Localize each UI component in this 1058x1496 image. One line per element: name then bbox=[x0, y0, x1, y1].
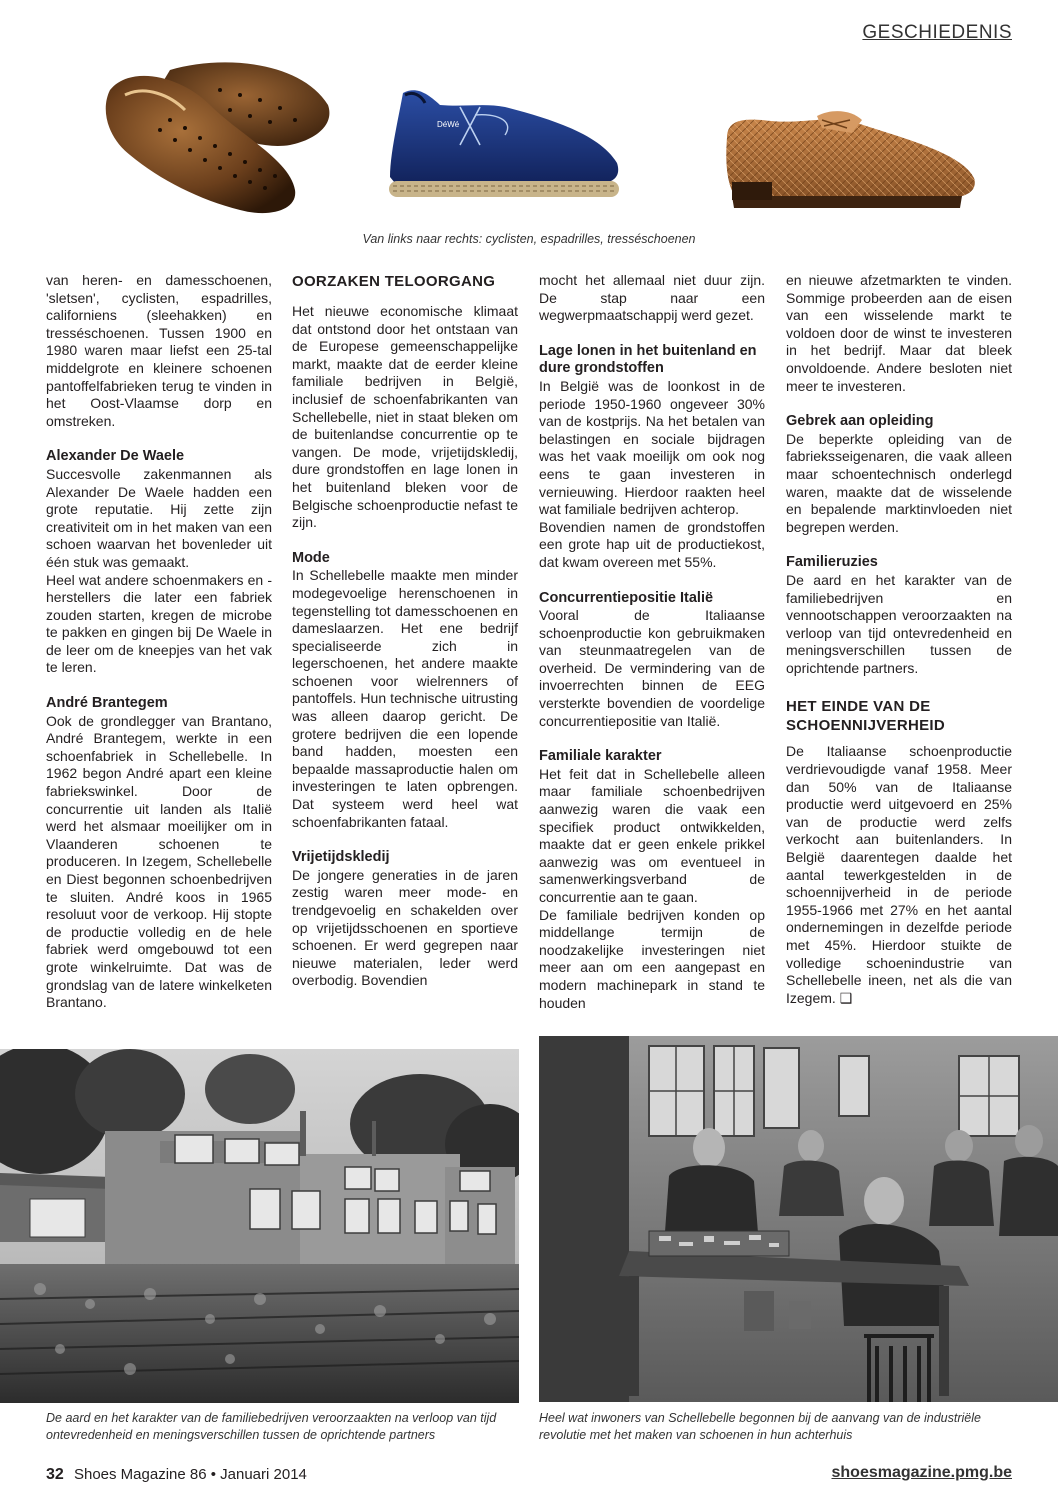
col2-oorzaken-paragraph: Het nieuwe economische klimaat dat ontstond door het ontstaan van de Europese gemeenschappelijke markt, maakte dat de eerder kleine familiale bedrijven in België, inclusief de schoenfabrikanten van Schellebelle, niet in staat bleken om de buitenlandse concurrentie op te vangen. De mode, vrijetijdskledij, dure grondstoffen en lage lonen in het buitenland bleken voor de Belgische schoenproductie nefast te zijn. bbox=[292, 303, 518, 531]
col3-lonen-paragraph-1: In België was de loonkost in de periode 1950-1960 ongeveer 30% van de kostprijs. Na het betalen van belastingen en sociale bijdragen was het vaak moeilijk om ook nog eens te gaan investeren in vernieuwing. Hierdoor raakten heel wat familiale bedrijven achterop. bbox=[539, 377, 765, 518]
heading-concurrentiepositie-italie: Concurrentiepositie Italië bbox=[539, 589, 714, 606]
heading-oorzaken-teloorgang: OORZAKEN TELOORGANG bbox=[292, 273, 496, 290]
workshop-photo bbox=[539, 1036, 1058, 1402]
col4-continued-paragraph: en nieuwe afzetmarkten te vinden. Sommige probeerden aan de eisen van een wisselende markt te voldoen door de winst te investeren in het bedrijf. Maar dat bleek onvoldoende. Andere besloten niet meer te investeren. bbox=[786, 272, 1012, 394]
column-2 bbox=[292, 272, 518, 990]
cyclist-shoe-photo bbox=[100, 50, 340, 220]
heading-mode: Mode bbox=[292, 549, 330, 566]
heading-lage-lonen: Lage lonen in het buitenland en dure grondstoffen bbox=[539, 342, 757, 377]
col2-mode-paragraph: In Schellebelle maakte men minder modegevoelige herenschoenen in tegenstelling tot damesschoenen en dameslaarzen. Het ene bedrijf specialiseerde zich in legerschoenen, het andere maakte schoenen voor wielrenners of pantoffels. Hun technische uitrusting was alleen daarop gericht. De grotere bedrijven die een lopende band hadden, moesten een bepaalde massaproductie halen om investeringen te laten opbrengen. Dat systeem werd heel wat schoenfabrikanten fataal. bbox=[292, 567, 518, 830]
heading-familieruzies: Familieruzies bbox=[786, 554, 878, 571]
column-1 bbox=[46, 272, 272, 1012]
page-number: 32 bbox=[46, 1466, 64, 1483]
heading-einde-schoennijverheid: HET EINDE VAN DE SCHOENNIJVERHEID bbox=[786, 698, 945, 735]
top-photo-caption: Van links naar rechts: cyclisten, espadrilles, tresséschoenen bbox=[362, 232, 696, 246]
section-label: GESCHIEDENIS bbox=[862, 22, 1012, 43]
heading-familiale-karakter: Familiale karakter bbox=[539, 748, 662, 765]
end-of-article-mark: ❑ bbox=[839, 989, 853, 1006]
tresse-shoe-photo bbox=[722, 108, 982, 213]
col3-lonen-paragraph-2: Bovendien namen de grondstoffen een grote hap uit de productiekost, dat kwam overeen met 55%. bbox=[539, 518, 765, 570]
caption-workshop-photo: Heel wat inwoners van Schellebelle begonnen bij de aanvang van de industriële revolutie met het maken van schoenen in hun achterhuis bbox=[539, 1411, 981, 1442]
heading-alexander-de-waele: Alexander De Waele bbox=[46, 448, 185, 465]
caption-factory-photo: De aard en het karakter van de familiebedrijven veroorzaakten na verloop van tijd ontevredenheid en meningsverschillen tussen de oprichtende partners bbox=[46, 1411, 497, 1442]
col2-vrije-paragraph: De jongere generaties in de jaren zestig waren meer mode- en trendgevoelig en schakelden over op vrijetijdsschoenen en sportieve schoenen. Er werd gegrepen naar nieuwe materialen, leder werd overbodig. Bovendien bbox=[292, 866, 518, 989]
col4-einde-text: De Italiaanse schoenproductie verdrievoudigde vanaf 1958. Meer dan 50% van de Italiaanse productie werd uitgevoerd en 25% van de productie werd zelfs verkocht aan buitenlanders. In België daarentegen daalde het aantal tewerkgestelden in de schoennijverheid in de periode 1955-1966 met 27% en het aantal ondernemingen in dezelfde periode met 45%. Hierdoor stuikte de volledige schoenindustrie van Schellebelle ineen, net als die van Izegem. bbox=[786, 743, 1012, 1006]
shoe-tag: DéWé bbox=[437, 120, 460, 129]
heading-andre-brantegem: André Brantegem bbox=[46, 695, 168, 712]
heading-vrijetijdskledij: Vrijetijdskledij bbox=[292, 849, 390, 866]
espadrille-photo bbox=[385, 85, 625, 200]
column-4 bbox=[786, 272, 1012, 1007]
col3-familiaal-paragraph-1: Het feit dat in Schellebelle alleen maar familiale schoenbedrijven aanwezig waren die vaak een specifiek product ontwikkelden, maakte dat er geen enkele prikkel aanwezig was om eventueel in samenwerkingsverband de concurrentie aan te gaan. bbox=[539, 765, 765, 905]
col4-einde-paragraph bbox=[786, 743, 1012, 1007]
factory-building-photo bbox=[0, 1049, 519, 1403]
col1-brantegem-paragraph: Ook de grondlegger van Brantano, André Brantegem, werkte in een schoenfabriek in Schellebelle. In 1962 begon André apart een kleine fabriekswinkel. Door de concurrentie uit landen als Italië werd het alsmaar moeilijker om in Vlaanderen schoenen te produceren. In Izegem, Schellebelle en Diest begonnen schoenbedrijven te sluiten. André koos in 1965 resoluut voor de verkoop. Hij stopte de productie volledig en de hele fabriek werd omgebouwd tot een grote winkelruimte. Dat was de grondslag van de latere winkelketen Brantano. bbox=[46, 712, 272, 1011]
col1-waele-paragraph-2: Heel wat andere schoenmakers en -herstellers die later een fabriek zouden starten, kregen de microbe te pakken en gingen bij De Waele in de leer om de kneepjes van het vak te leren. bbox=[46, 571, 272, 676]
footer-issue-info bbox=[46, 1466, 307, 1484]
column-3 bbox=[539, 272, 765, 1012]
magazine-issue: Shoes Magazine 86 • Januari 2014 bbox=[73, 1466, 307, 1483]
col4-opleiding-paragraph: De beperkte opleiding van de fabrieksseigenaren, die vaak alleen maar schoentechnisch onderlegd waren, maakte dat de wisselende en bepalende marktinvloeden niet begrepen werden. bbox=[786, 430, 1012, 535]
col4-ruzies-paragraph: De aard en het karakter van de familiebedrijven en vennootschappen veroorzaakten na verloop van tijd ontevredenheid en meningsverschillen tussen de oprichtende partners. bbox=[786, 571, 1012, 676]
footer-website-link[interactable]: shoesmagazine.pmg.be bbox=[831, 1464, 1012, 1481]
col3-continued-paragraph: mocht het allemaal niet duur zijn. De stap naar een wegwerpmaatschappij werd gezet. bbox=[539, 272, 765, 324]
col1-waele-paragraph-1: Succesvolle zakenmannen als Alexander De Waele hadden een grote reputatie. Hij zette zijn creativiteit om in het maken van een schoen waarvan het bovenleder uit één stuk was gemaakt. bbox=[46, 465, 272, 570]
col3-familiaal-paragraph-2: De familiale bedrijven konden op middellange termijn de noodzakelijke investeringen niet meer aan om een aangepast en modern machinepark in stand te houden bbox=[539, 906, 765, 1011]
heading-gebrek-aan-opleiding: Gebrek aan opleiding bbox=[786, 413, 934, 430]
col3-italie-paragraph: Vooral de Italiaanse schoenproductie kon gebruikmaken van steunmaatregelen van de overheid. De vermindering van de invoerrechten binnen de EEG versterkte bovendien de voordelige concurrentiepositie van Italië. bbox=[539, 607, 765, 729]
col1-intro: van heren- en damesschoenen, 'sletsen', cyclisten, espadrilles, californiens (sleehakken) en tresséschoenen. Tussen 1900 en 1980 waren maar liefst een 25-tal middelgrote en kleinere schoenen pantoffelfabrieken terug te vinden in het Oost-Vlaamse dorp en omstreken. bbox=[46, 272, 272, 429]
